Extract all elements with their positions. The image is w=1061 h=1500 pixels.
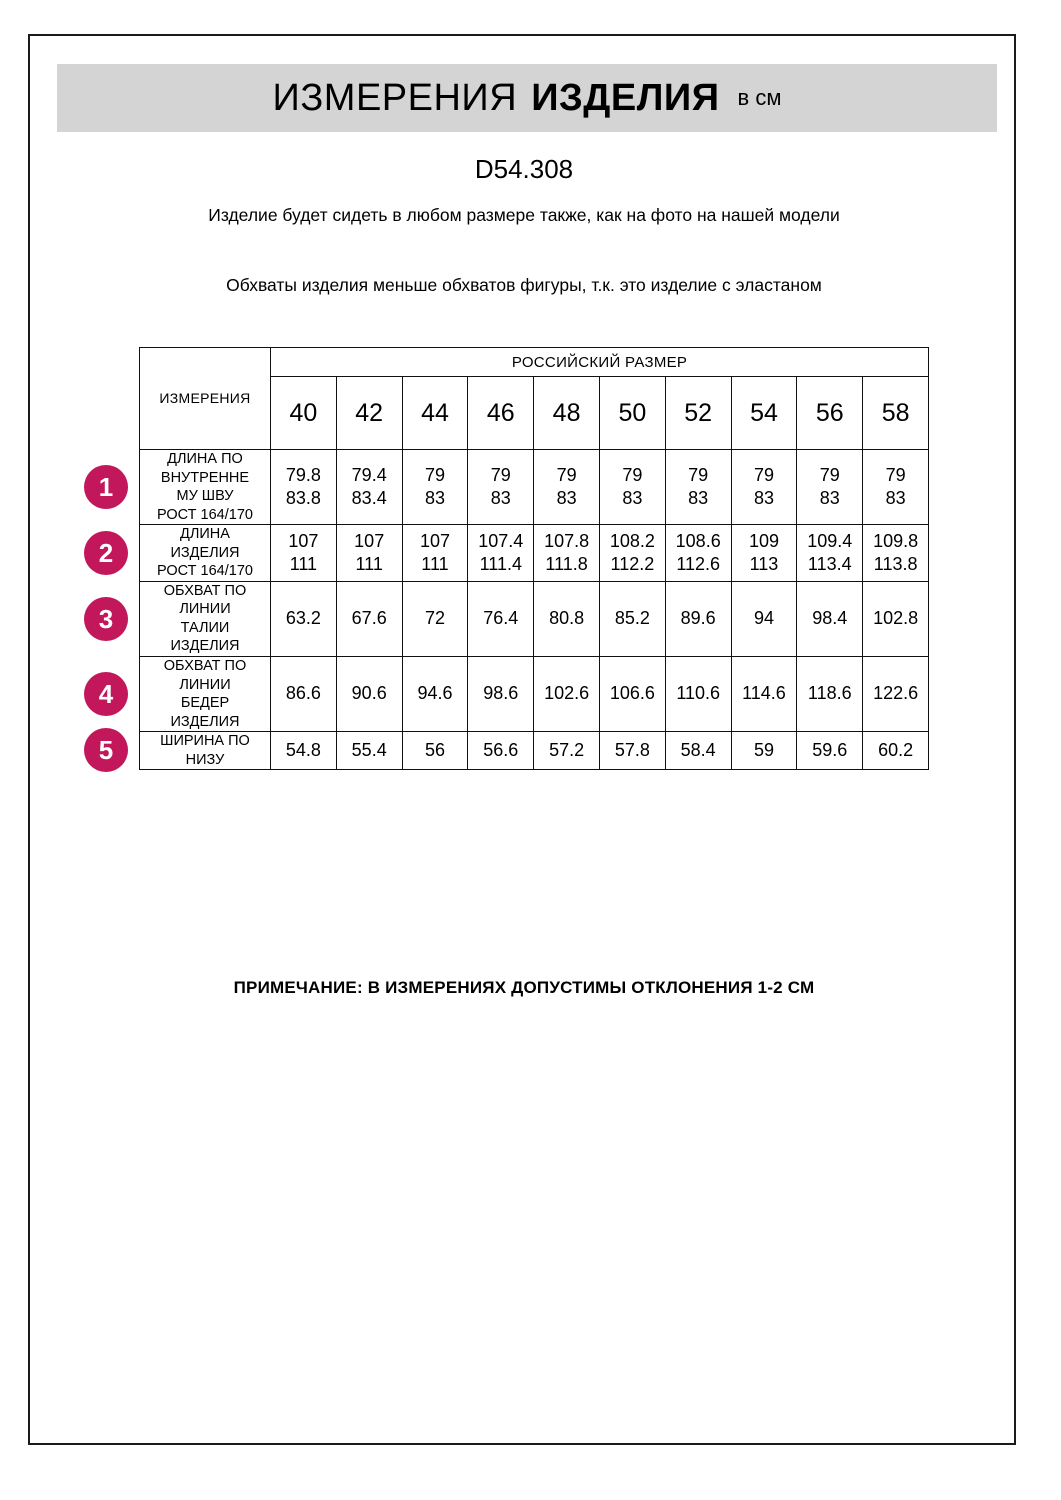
value-primary: 67.6 (351, 608, 387, 629)
measurement-value-cell (336, 732, 402, 770)
measurement-unit-label: в см (737, 85, 782, 110)
measurement-label-cell (140, 450, 271, 525)
measurement-value-cell (534, 450, 600, 525)
size-header-cell: 44 (402, 377, 468, 450)
value-primary: 56.6 (483, 740, 519, 761)
measurement-value-cell (402, 581, 468, 656)
page-title-emphasis: ИЗДЕЛИЯ (531, 76, 720, 119)
elastane-description: Обхваты изделия меньше обхватов фигуры, т.к. это изделие с эластаном (226, 275, 822, 295)
measurement-value-cell (731, 732, 797, 770)
value-secondary: 111 (421, 554, 449, 574)
table-header-group-row (140, 348, 929, 377)
measurement-label-line: ВНУТРЕННЕ (160, 469, 250, 486)
measurement-value-cell (665, 581, 731, 656)
size-header-cell: 50 (599, 377, 665, 450)
value-primary: 107.4 (478, 530, 524, 551)
value-primary: 85.2 (614, 608, 650, 629)
measurement-label-cell (140, 581, 271, 656)
measurement-label-cell (140, 657, 271, 732)
value-primary: 54.8 (285, 740, 321, 761)
measurement-value-cell (599, 581, 665, 656)
value-primary: 79 (556, 464, 577, 485)
model-code: D54.308 (474, 154, 574, 184)
measurement-value-cell (863, 657, 929, 732)
measurement-value-cell (468, 525, 534, 582)
table-body (140, 450, 929, 770)
measurement-value-cell (863, 732, 929, 770)
measurement-value-cell (402, 732, 468, 770)
value-primary: 57.2 (549, 740, 585, 761)
value-primary: 79 (753, 464, 774, 485)
value-primary: 107 (354, 530, 385, 551)
value-primary: 118.6 (807, 683, 852, 704)
value-secondary: 83 (490, 488, 511, 509)
measurement-value-cell (271, 581, 337, 656)
measurement-value-cell (271, 525, 337, 582)
value-primary: 72 (424, 608, 445, 629)
measurement-value-cell (336, 525, 402, 582)
value-secondary: 113.4 (807, 554, 852, 574)
value-primary: 79.8 (285, 464, 321, 485)
value-primary: 79 (885, 464, 906, 485)
measurement-value-cell (402, 657, 468, 732)
row-badge-1: 1 (84, 465, 128, 509)
size-header-cell: 54 (731, 377, 797, 450)
measurement-label-line: ТАЛИИ (180, 619, 230, 636)
measurement-value-cell (797, 450, 863, 525)
value-primary: 108.2 (609, 530, 655, 551)
size-header-cell: 40 (271, 377, 337, 450)
row-badge-5: 5 (84, 728, 128, 772)
measurement-value-cell (797, 581, 863, 656)
value-primary: 109.4 (807, 530, 853, 551)
value-primary: 109.8 (873, 530, 919, 551)
value-primary: 56 (424, 740, 445, 761)
value-primary: 79 (424, 464, 445, 485)
value-primary: 89.6 (680, 608, 716, 629)
measurement-value-cell (797, 732, 863, 770)
measurement-value-cell (271, 657, 337, 732)
value-primary: 98.6 (483, 683, 519, 704)
page-title: ИЗМЕРЕНИЯ (272, 76, 518, 119)
measurement-value-cell (797, 657, 863, 732)
measurement-value-cell (336, 581, 402, 656)
measurement-label-line: ЛИНИИ (179, 601, 231, 618)
measurement-value-cell (534, 732, 600, 770)
measurement-value-cell (336, 657, 402, 732)
measurement-label-line: МУ ШВУ (176, 488, 234, 505)
value-primary: 79.4 (351, 464, 387, 485)
measurement-value-cell (665, 525, 731, 582)
value-primary: 80.8 (549, 608, 585, 629)
value-primary: 79 (490, 464, 511, 485)
measurement-label-cell (140, 525, 271, 582)
table-row (140, 657, 929, 732)
deviation-note: ПРИМЕЧАНИЕ: В ИЗМЕРЕНИЯХ ДОПУСТИМЫ ОТКЛОНЕНИЯ 1-2 СМ (233, 978, 815, 997)
value-primary: 57.8 (614, 740, 650, 761)
measurement-value-cell (534, 525, 600, 582)
measurement-value-cell (599, 525, 665, 582)
value-primary: 58.4 (680, 740, 716, 761)
value-primary: 109 (748, 530, 779, 551)
fit-description: Изделие будет сидеть в любом размере также, как на фото на нашей модели (208, 205, 840, 225)
measurement-value-cell (599, 657, 665, 732)
value-secondary: 83 (819, 488, 840, 509)
measurement-value-cell (863, 525, 929, 582)
measurement-value-cell (731, 450, 797, 525)
measurement-value-cell (336, 450, 402, 525)
value-primary: 86.6 (285, 683, 321, 704)
measurement-value-cell (863, 450, 929, 525)
value-primary: 122.6 (873, 683, 919, 704)
measurements-table-wrapper (139, 347, 928, 770)
value-primary: 59 (753, 740, 774, 761)
measurement-value-cell (468, 581, 534, 656)
measurement-value-cell (731, 657, 797, 732)
value-secondary: 83 (622, 488, 643, 509)
measurement-value-cell (665, 657, 731, 732)
size-header-cell: 42 (336, 377, 402, 450)
header-measurements: ИЗМЕРЕНИЯ (140, 348, 271, 450)
value-primary: 79 (688, 464, 709, 485)
value-primary: 98.4 (812, 608, 848, 629)
measurement-label-line: ИЗДЕЛИЯ (170, 544, 240, 561)
value-primary: 79 (819, 464, 840, 485)
measurement-label-line: НИЗУ (185, 751, 225, 768)
measurement-value-cell (797, 525, 863, 582)
measurement-label-line: ОБХВАТ ПО (163, 582, 247, 599)
value-primary: 94.6 (417, 683, 453, 704)
measurement-label-line: РОСТ 164/170 (157, 563, 253, 580)
table-row (140, 732, 929, 770)
measurement-label-line: ДЛИНА ПО (167, 451, 243, 467)
measurement-value-cell (402, 450, 468, 525)
size-header-cell: 56 (797, 377, 863, 450)
value-primary: 108.6 (675, 530, 721, 551)
measurement-value-cell (731, 581, 797, 656)
value-primary: 94 (753, 608, 774, 629)
value-primary: 76.4 (483, 608, 519, 629)
value-secondary: 83 (753, 488, 774, 509)
measurement-label-line: ОБХВАТ ПО (163, 658, 247, 675)
table-head (140, 348, 929, 450)
size-header-cell: 48 (534, 377, 600, 450)
value-primary: 79 (622, 464, 643, 485)
measurement-value-cell (665, 732, 731, 770)
value-primary: 102.8 (873, 608, 919, 629)
measurement-label-line: ИЗДЕЛИЯ (170, 638, 240, 655)
value-secondary: 83 (688, 488, 709, 509)
value-secondary: 113 (749, 554, 779, 574)
value-secondary: 83 (556, 488, 577, 509)
value-primary: 55.4 (351, 740, 387, 761)
measurement-value-cell (731, 525, 797, 582)
value-secondary: 111 (355, 554, 383, 574)
table-row (140, 581, 929, 656)
value-secondary: 111.8 (545, 554, 588, 574)
table-row (140, 525, 929, 582)
value-secondary: 112.2 (610, 554, 655, 574)
value-primary: 102.6 (544, 683, 590, 704)
measurement-label-cell (140, 732, 271, 770)
measurement-value-cell (534, 581, 600, 656)
measurement-value-cell (468, 657, 534, 732)
measurement-value-cell (271, 732, 337, 770)
measurements-table (139, 347, 929, 770)
measurement-label-line: БЕДЕР (180, 695, 230, 712)
measurement-value-cell (534, 657, 600, 732)
value-secondary: 83 (424, 488, 445, 509)
value-primary: 60.2 (878, 740, 914, 761)
measurement-value-cell (599, 732, 665, 770)
value-secondary: 111.4 (479, 554, 522, 574)
row-badge-2: 2 (84, 531, 128, 575)
measurement-value-cell (271, 450, 337, 525)
header-russian-size: РОССИЙСКИЙ РАЗМЕР (271, 348, 929, 377)
measurement-value-cell (468, 450, 534, 525)
size-header-cell: 46 (468, 377, 534, 450)
value-primary: 90.6 (351, 683, 387, 704)
size-header-cell: 52 (665, 377, 731, 450)
value-secondary: 113.8 (873, 554, 918, 574)
page-frame (28, 34, 1016, 1445)
value-primary: 106.6 (609, 683, 655, 704)
value-primary: 107.8 (544, 530, 590, 551)
measurement-value-cell (665, 450, 731, 525)
measurement-label-line: ДЛИНА (180, 526, 230, 543)
value-secondary: 111 (289, 554, 318, 574)
measurement-label-line: РОСТ 164/170 (157, 506, 253, 523)
value-secondary: 83.4 (351, 488, 387, 509)
row-badge-4: 4 (84, 672, 128, 716)
value-primary: 107 (288, 530, 319, 551)
value-primary: 59.6 (812, 740, 848, 761)
measurement-label-line: ШИРИНА ПО (160, 733, 250, 750)
size-header-cell: 58 (863, 377, 929, 450)
value-primary: 110.6 (676, 683, 721, 704)
measurement-value-cell (863, 581, 929, 656)
value-secondary: 83 (885, 488, 906, 509)
measurement-value-cell (468, 732, 534, 770)
value-secondary: 112.6 (676, 554, 721, 574)
document-title-band (57, 64, 997, 132)
value-primary: 114.6 (742, 683, 786, 704)
value-primary: 63.2 (285, 608, 321, 629)
value-primary: 107 (419, 530, 451, 551)
table-row (140, 450, 929, 525)
measurement-value-cell (402, 525, 468, 582)
measurement-value-cell (599, 450, 665, 525)
measurement-label-line: ЛИНИИ (179, 676, 231, 693)
measurement-label-line: ИЗДЕЛИЯ (170, 713, 240, 730)
value-secondary: 83.8 (285, 488, 321, 509)
row-badge-3: 3 (84, 597, 128, 641)
